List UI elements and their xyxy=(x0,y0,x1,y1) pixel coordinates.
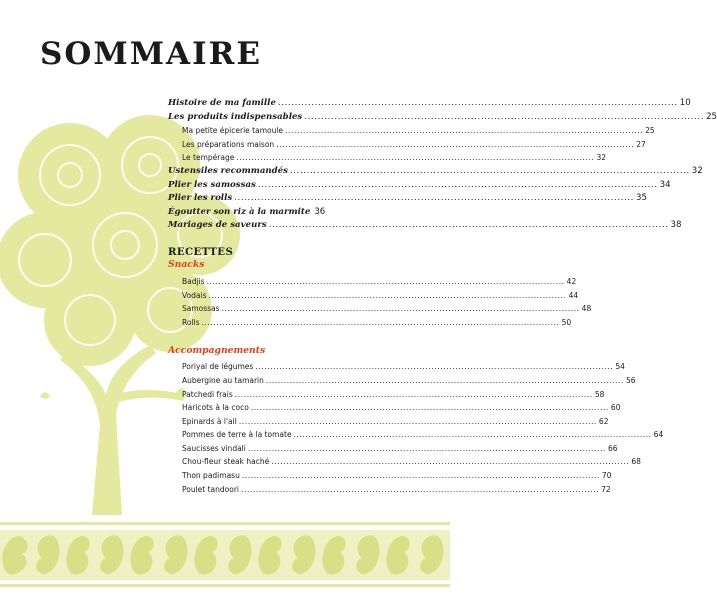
entry-label: Epinards à l'ail xyxy=(182,416,237,426)
entry-label: Le tempérage xyxy=(182,153,235,163)
page-number: 48 xyxy=(581,304,592,314)
recipe-entry[interactable] xyxy=(168,388,605,402)
page-number: 64 xyxy=(653,430,664,440)
page-number: 50 xyxy=(561,317,572,327)
leader-dots: ........................................................................................................................ xyxy=(276,139,635,149)
entry-label: Thon padimasu xyxy=(182,471,240,481)
page-number: 27 xyxy=(636,139,646,149)
entry-label: Samossas xyxy=(182,304,220,314)
entry-label: Les préparations maison xyxy=(182,139,275,149)
recipe-entry[interactable] xyxy=(168,483,611,497)
leader-dots: ........................................................................................................................ xyxy=(285,126,644,136)
accompagnements-list xyxy=(168,360,664,496)
leader-dots: ........................................................................................................................ xyxy=(234,389,593,399)
page-number: 10 xyxy=(679,98,691,108)
toc-subentry[interactable] xyxy=(168,138,646,152)
toc-subentry[interactable] xyxy=(168,124,655,138)
recettes-heading: RECETTES xyxy=(168,245,234,258)
recipe-entry[interactable] xyxy=(168,469,612,483)
table-of-contents xyxy=(168,97,717,496)
recipe-entry[interactable] xyxy=(168,316,572,330)
snacks-list xyxy=(168,275,592,329)
page-number: 42 xyxy=(566,276,577,286)
leader-dots: ........................................................................................................................ xyxy=(241,471,600,481)
entry-label: Poulet tandoori xyxy=(182,484,240,494)
toc-entry[interactable] xyxy=(168,206,324,220)
recipe-entry[interactable] xyxy=(168,415,609,429)
entry-label: Plier les rolls xyxy=(168,193,233,204)
entry-label: Pommes de terre à la tomate xyxy=(182,430,292,440)
page-title: SOMMAIRE xyxy=(40,36,262,72)
page-number: 70 xyxy=(601,471,612,481)
paisley-border xyxy=(0,508,450,600)
page-number: 32 xyxy=(691,165,703,176)
leader-dots: ........................................................................................................................ xyxy=(238,416,597,426)
snacks-category: Snacks xyxy=(168,258,205,270)
toc-entry[interactable] xyxy=(168,179,671,193)
entry-label: Badjis xyxy=(182,276,205,286)
leader-dots: ........................................................................................................................ xyxy=(293,430,652,440)
page-number: 66 xyxy=(607,443,618,453)
toc-entry[interactable] xyxy=(168,97,691,111)
page-number: 25 xyxy=(706,111,717,122)
leader-dots: ........................................................................................................................ xyxy=(271,457,630,467)
recipe-entry[interactable] xyxy=(168,289,579,303)
recipe-entry[interactable] xyxy=(168,401,621,415)
leader-dots: ........................................................................................................................ xyxy=(268,220,669,231)
page-number: 35 xyxy=(635,193,647,204)
entry-label: Les produits indispensables xyxy=(168,111,303,122)
page-number: 32 xyxy=(596,153,606,163)
leader-dots: ........................................................................................................................ xyxy=(277,98,678,108)
leader-dots: ........................................................................................................................ xyxy=(289,165,690,176)
page-number: 54 xyxy=(615,362,625,372)
leader-dots: ........................................................................................................................ xyxy=(257,179,658,190)
page-number: 62 xyxy=(598,416,609,426)
entry-label: Mariages de saveurs xyxy=(168,220,267,231)
entry-label: Chou-fleur steak haché xyxy=(182,457,270,467)
toc-entry[interactable] xyxy=(168,219,682,233)
recipe-entry[interactable] xyxy=(168,360,625,374)
page-number: 36 xyxy=(314,206,326,217)
chapter-list xyxy=(168,97,717,233)
leader-dots: ........................................................................................................................ xyxy=(206,276,565,286)
recipe-entry[interactable] xyxy=(168,302,592,316)
page-number: 68 xyxy=(631,457,641,467)
page-number: 34 xyxy=(659,179,671,190)
leader-dots: ........................................................................................................................ xyxy=(208,290,567,300)
page-number: 44 xyxy=(568,290,579,300)
page-number: 25 xyxy=(645,126,655,136)
leader-dots: ........................................................................................................................ xyxy=(221,304,580,314)
entry-label: Ma petite épicerie tamoule xyxy=(182,126,284,136)
recipe-entry[interactable] xyxy=(168,374,636,388)
page-number: 56 xyxy=(626,375,636,385)
toc-entry[interactable] xyxy=(168,165,703,179)
entry-label: Rolls xyxy=(182,317,200,327)
recipe-entry[interactable] xyxy=(168,455,641,469)
entry-label: Plier les samossas xyxy=(168,179,256,190)
entry-label: Vodais xyxy=(182,290,207,300)
accompagnements-category: Accompagnements xyxy=(168,345,266,357)
page-number: 58 xyxy=(594,389,605,399)
leader-dots: ........................................................................................................................ xyxy=(265,375,624,385)
recipe-entry[interactable] xyxy=(168,428,664,442)
page-number: 38 xyxy=(670,220,682,231)
leader-dots: ........................................................................................................................ xyxy=(247,443,606,453)
toc-entry[interactable] xyxy=(168,192,647,206)
page-number: 60 xyxy=(610,403,621,413)
leader-dots: ........................................................................................................................ xyxy=(234,193,634,204)
recipe-entry[interactable] xyxy=(168,275,577,289)
entry-label: Saucisses vindali xyxy=(182,443,246,453)
leader-dots: ........................................................................................................................ xyxy=(201,317,560,327)
leader-dots: ........................................................................................................................ xyxy=(241,484,600,494)
leader-dots: ........................................................................................................................ xyxy=(250,403,609,413)
leader-dots: ........................................................................................................................ xyxy=(236,153,595,163)
entry-label: Aubergine au tamarin xyxy=(182,375,264,385)
entry-label: Patchedi frais xyxy=(182,389,233,399)
leader-dots: ........................................................................................................................ xyxy=(304,111,705,122)
toc-subentry[interactable] xyxy=(168,151,606,165)
entry-label: Histoire de ma famille xyxy=(168,98,276,108)
page-number: 72 xyxy=(601,484,611,494)
entry-label: Haricots à la coco xyxy=(182,403,249,413)
toc-entry[interactable] xyxy=(168,111,717,125)
entry-label: Égoutter son riz à la marmite xyxy=(168,206,311,217)
entry-label: Ustensiles recommandés xyxy=(168,165,288,176)
entry-label: Poriyal de légumes xyxy=(182,362,254,372)
leader-dots: ........................................................................................................................ xyxy=(255,362,614,372)
recipe-entry[interactable] xyxy=(168,442,618,456)
